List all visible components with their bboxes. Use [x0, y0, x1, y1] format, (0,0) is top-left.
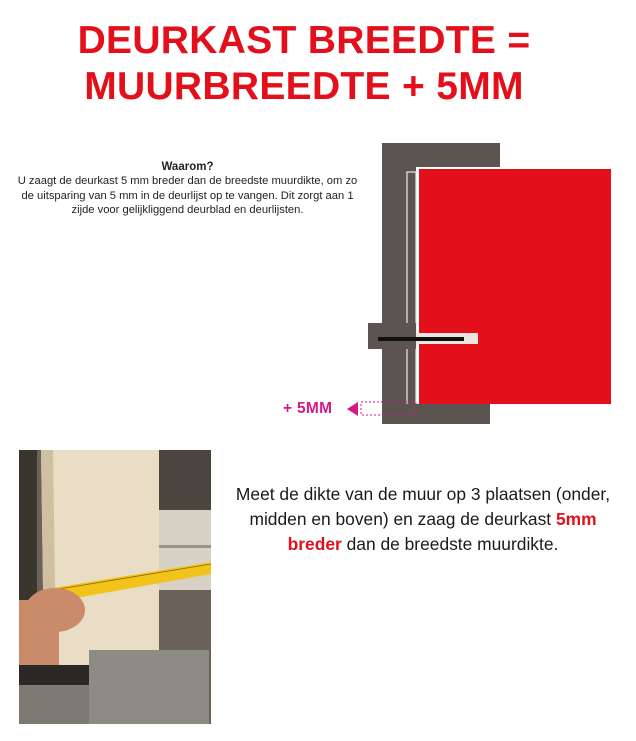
why-explanation — [10, 160, 365, 217]
instruction-text — [228, 482, 618, 557]
frame-bottom-bar — [382, 404, 490, 424]
instruction-part-2: dan de breedste muurdikte. — [341, 534, 559, 554]
frame-gap-outline — [407, 172, 416, 408]
dimension-label: + 5MM — [283, 400, 333, 417]
title-line-2: MUURBREEDTE + 5MM — [84, 65, 524, 108]
instruction-part-1: Meet de dikte van de muur op 3 plaatsen (onder, midden en boven) en zaag de deurkast — [235, 484, 611, 529]
page-title — [0, 18, 608, 110]
latch-line — [378, 337, 464, 341]
door-leaf — [419, 169, 611, 404]
title-line-1: DEURKAST BREEDTE = — [77, 19, 531, 62]
dimension-outline — [361, 402, 416, 415]
latch-plate — [416, 333, 478, 344]
dimension-arrow-icon — [347, 402, 358, 416]
frame-middle-bar — [368, 323, 416, 349]
why-text: U zaagt de deurkast 5 mm breder dan de breedste muurdikte, om zo de uitsparing van 5 mm in de deurlijst op te vangen. Dit zorgt aan 1 zijde voor gelijkliggend deurblad en deurlijsten. — [17, 175, 358, 216]
instruction-highlight: 5mm breder — [287, 509, 597, 554]
frame-top-bar — [382, 143, 500, 167]
measuring-tape-photo — [19, 450, 211, 724]
why-heading: Waarom? — [161, 161, 214, 173]
frame-jamb — [382, 167, 416, 424]
